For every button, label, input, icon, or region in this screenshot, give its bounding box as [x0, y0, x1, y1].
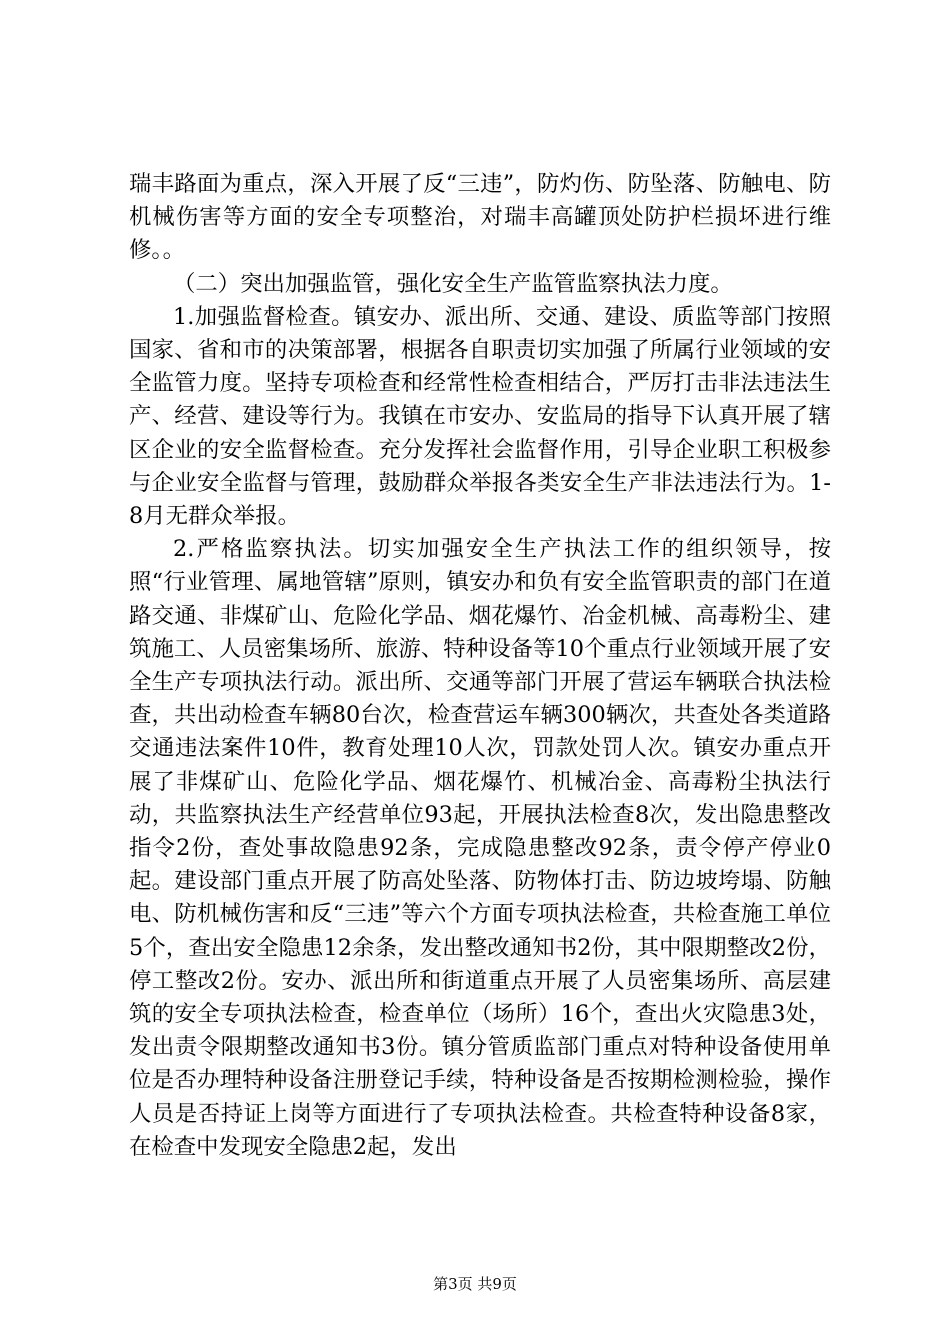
section-heading: （二）突出加强监管，强化安全生产监管监察执法力度。 [173, 270, 733, 297]
paragraph-law-enforcement: 2.严格监察执法。切实加强安全生产执法工作的组织领导，按照“行业管理、属地管辖”原则，镇安办和负有安全监管职责的部门在道路交通、非煤矿山、危险化学品、烟花爆竹、冶金机械、高毒粉尘、建筑施工、人员密集场所、旅游、特种设备等10个重点行业领域开展了安全生产专项执法行动。派出所、交通等部门开展了营运车辆联合执法检查，共出动检查车辆80台次，检查营运车辆300辆次，共查处各类道路交通违法案件10件，教育处理10人次，罚款处罚人次。镇安办重点开展了非煤矿山、危险化学品、烟花爆竹、机械冶金、高毒粉尘执法行动，共监察执法生产经营单位93起，开展执法检查8次，发出隐患整改指令2份，查处事故隐患92条，完成隐患整改92条，责令停产停业0起。建设部门重点开展了防高处坠落、防物体打击、防边坡垮塌、防触电、防机械伤害和反“三违”等六个方面专项执法检查，共检查施工单位5个，查出安全隐患12余条，发出整改通知书2份，其中限期整改2份，停工整改2份。安办、派出所和街道重点开展了人员密集场所、高层建筑的安全专项执法检查，检查单位（场所）16个，查出火灾隐患3处，发出责令限期整改通知书3份。镇分管质监部门重点对特种设备使用单位是否办理特种设备注册登记手续，特种设备是否按期检测检验，操作人员是否持证上岗等方面进行了专项执法检查。共检查特种设备8家，在检查中发现安全隐患2起，发出 [129, 536, 831, 1160]
page-footer: 第3页 共9页 [433, 1275, 517, 1293]
paragraph-supervision-inspection: 1.加强监督检查。镇安办、派出所、交通、建设、质监等部门按照国家、省和市的决策部署，根据各自职责切实加强了所属行业领域的安全监管力度。坚持专项检查和经常性检查相结合，严厉打击非法违法生产、经营、建设等行为。我镇在市安办、安监局的指导下认真开展了辖区企业的安全监督检查。充分发挥社会监督作用，引导企业职工积极参与企业安全监督与管理，鼓励群众举报各类安全生产非法违法行为。1-8月无群众举报。 [129, 303, 831, 530]
paragraph-continuation: 瑞丰路面为重点，深入开展了反“三违”，防灼伤、防坠落、防触电、防机械伤害等方面的安全专项整治，对瑞丰高罐顶处防护栏损坏进行维修。。 [129, 171, 831, 264]
document-body [129, 168, 831, 1164]
